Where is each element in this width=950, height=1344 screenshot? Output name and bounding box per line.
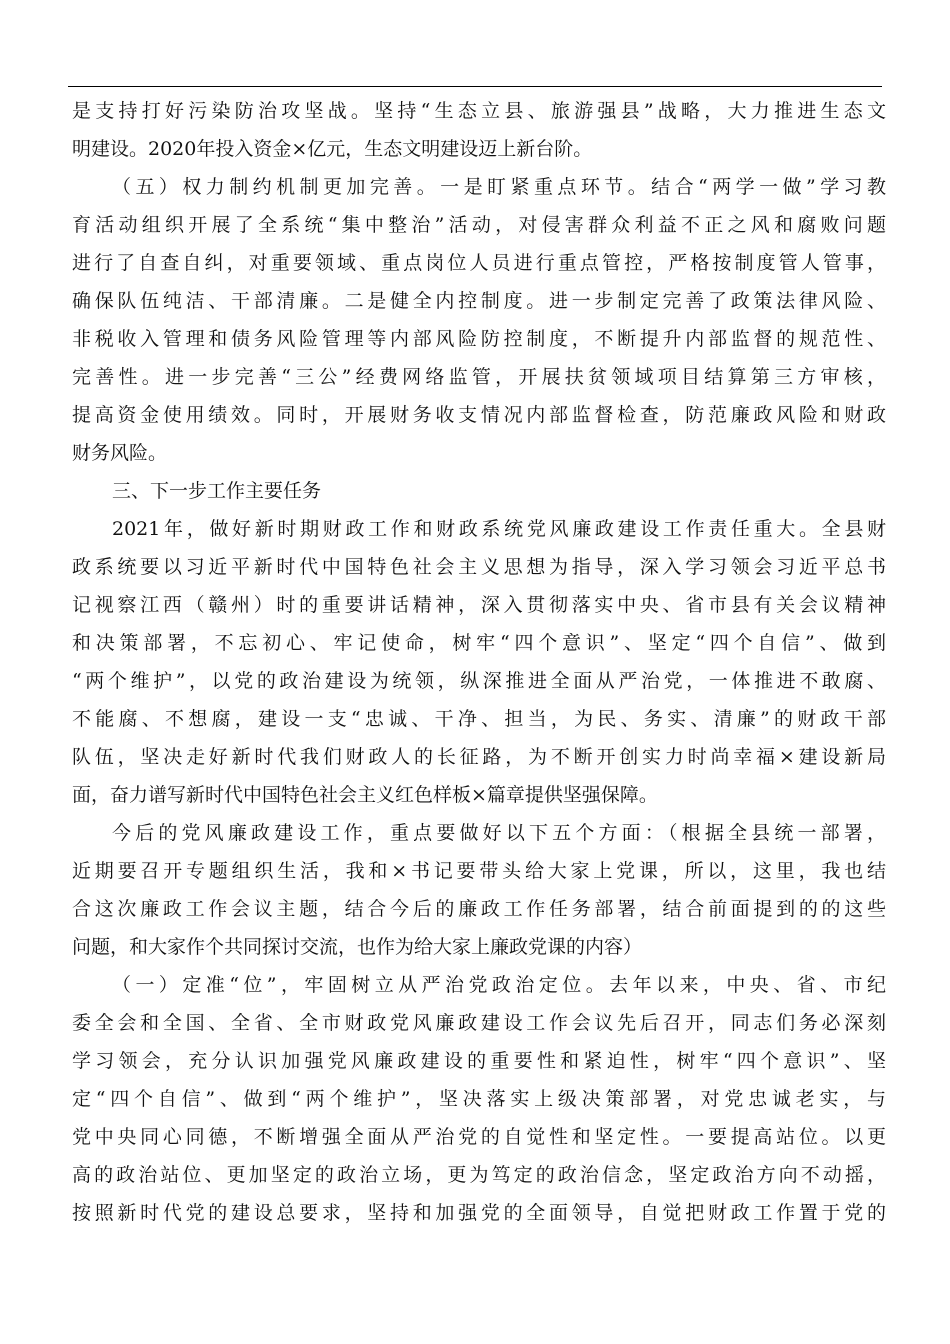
header-rule xyxy=(68,86,882,87)
text-line: 合这次廉政工作会议主题，结合今后的廉政工作任务部署，结合前面提到的的这些 xyxy=(72,898,886,920)
text-line: 非税收入管理和债务风险管理等内部风险防控制度，不断提升内部监督的规范性、 xyxy=(72,328,886,350)
section-heading-text: 三、下一步工作主要任务 xyxy=(112,480,322,502)
text-line: （五）权力制约机制更加完善。一是盯紧重点环节。结合“两学一做”学习教 xyxy=(112,176,886,198)
paragraph-2021 xyxy=(72,510,886,814)
text-line: 委全会和全国、全省、全市财政党风廉政建设工作会议先后召开，同志们务必深刻 xyxy=(72,1012,886,1034)
text-line: 按照新时代党的建设总要求，坚持和加强党的全面领导，自觉把财政工作置于党的 xyxy=(72,1202,886,1224)
text-line: 今后的党风廉政建设工作，重点要做好以下五个方面：（根据全县统一部署， xyxy=(112,822,886,844)
paragraph-five xyxy=(72,168,886,472)
paragraph-continuation xyxy=(72,92,886,168)
text-line: 不能腐、不想腐，建设一支“忠诚、干净、担当，为民、务实、清廉”的财政干部 xyxy=(72,708,886,730)
text-line: 确保队伍纯洁、干部清廉。二是健全内控制度。进一步制定完善了政策法律风险、 xyxy=(72,290,886,312)
text-line: 近期要召开专题组织生活，我和×书记要带头给大家上党课，所以，这里，我也结 xyxy=(72,860,886,882)
text-line: 提高资金使用绩效。同时，开展财务收支情况内部监督检查，防范廉政风险和财政 xyxy=(72,404,886,426)
paragraph-one xyxy=(72,966,886,1232)
text-line: 财务风险。 xyxy=(72,442,168,464)
text-line: “两个维护”，以党的政治建设为统领，纵深推进全面从严治党，一体推进不敢腐、 xyxy=(72,670,886,692)
text-line: 政系统要以习近平新时代中国特色社会主义思想为指导，深入学习领会习近平总书 xyxy=(72,556,886,578)
text-line: 完善性。进一步完善“三公”经费网络监管，开展扶贫领域项目结算第三方审核， xyxy=(72,366,886,388)
text-line: 进行了自查自纠，对重要领域、重点岗位人员进行重点管控，严格按制度管人管事， xyxy=(72,252,886,274)
text-line: 和决策部署，不忘初心、牢记使命，树牢“四个意识”、坚定“四个自信”、做到 xyxy=(72,632,886,654)
text-line: 2021年，做好新时期财政工作和财政系统党风廉政建设工作责任重大。全县财 xyxy=(112,518,886,540)
text-line: 定“四个自信”、做到“两个维护”，坚决落实上级决策部署，对党忠诚老实，与 xyxy=(72,1088,886,1110)
document-body xyxy=(72,92,886,1232)
text-line: 明建设。2020年投入资金×亿元，生态文明建设迈上新台阶。 xyxy=(72,138,593,160)
text-line: 记视察江西（赣州）时的重要讲话精神，深入贯彻落实中央、省市县有关会议精神 xyxy=(72,594,886,616)
paragraph-future xyxy=(72,814,886,966)
text-line: 面，奋力谱写新时代中国特色社会主义红色样板×篇章提供坚强保障。 xyxy=(72,784,658,806)
text-line: 队伍，坚决走好新时代我们财政人的长征路，为不断开创实力时尚幸福×建设新局 xyxy=(72,746,886,768)
text-line: 学习领会，充分认识加强党风廉政建设的重要性和紧迫性，树牢“四个意识”、坚 xyxy=(72,1050,886,1072)
text-line: 育活动组织开展了全系统“集中整治”活动，对侵害群众利益不正之风和腐败问题 xyxy=(72,214,886,236)
text-line: 党中央同心同德，不断增强全面从严治党的自觉性和坚定性。一要提高站位。以更 xyxy=(72,1126,886,1148)
text-line: 是支持打好污染防治攻坚战。坚持“生态立县、旅游强县”战略，大力推进生态文 xyxy=(72,100,886,122)
section-heading xyxy=(72,472,886,510)
text-line: （一）定准“位”，牢固树立从严治党政治定位。去年以来，中央、省、市纪 xyxy=(112,974,886,996)
text-line: 高的政治站位、更加坚定的政治立场，更为笃定的政治信念，坚定政治方向不动摇， xyxy=(72,1164,886,1186)
text-line: 问题，和大家作个共同探讨交流，也作为给大家上廉政党课的内容） xyxy=(72,936,643,958)
